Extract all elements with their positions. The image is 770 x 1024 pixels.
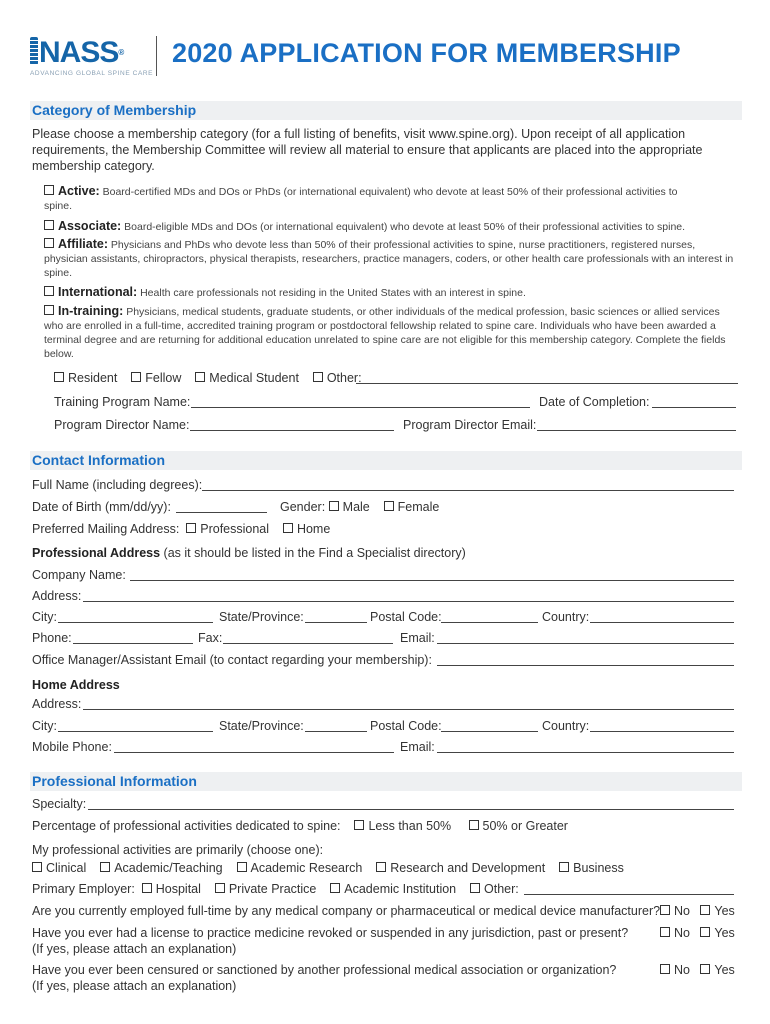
checkbox-q3-no[interactable]: No: [660, 963, 690, 977]
country-label: Country:: [542, 610, 590, 624]
fax-label: Fax:: [198, 631, 223, 645]
checkbox-academic-institution[interactable]: Academic Institution: [330, 882, 456, 896]
section-bar-professional: [30, 772, 742, 791]
home-email-field[interactable]: [437, 752, 734, 753]
spine-icon: [30, 37, 38, 65]
company-field[interactable]: [130, 580, 734, 581]
employer-row: Primary Employer: Hospital Private Practice Academic Institution Other:: [32, 882, 519, 896]
home-email-label: Email:: [400, 740, 435, 754]
logo-wordmark: NASS®: [30, 36, 123, 70]
dob-field[interactable]: [176, 512, 267, 513]
logo-tagline: ADVANCING GLOBAL SPINE CARE: [30, 70, 154, 77]
checkbox-q1-yes[interactable]: Yes: [700, 904, 734, 918]
checkbox-resident[interactable]: Resident: [54, 371, 117, 385]
home-country-label: Country:: [542, 719, 590, 733]
company-label: Company Name:: [32, 568, 126, 582]
specialty-label: Specialty:: [32, 797, 87, 811]
email-field[interactable]: [437, 643, 734, 644]
checkbox-home[interactable]: Home: [283, 522, 330, 536]
checkbox-hospital[interactable]: Hospital: [142, 882, 201, 896]
page-title: 2020 APPLICATION FOR MEMBERSHIP: [172, 38, 681, 68]
city-field[interactable]: [58, 622, 213, 623]
checkbox[interactable]: [44, 286, 54, 296]
checkbox[interactable]: [44, 185, 54, 195]
checkbox-q1-no[interactable]: No: [660, 904, 690, 918]
question-license: Have you ever had a license to practice medicine revoked or suspended in any jurisdiction, past or present?: [32, 926, 629, 940]
checkbox-research-development[interactable]: Research and Development: [376, 861, 545, 875]
nass-logo: [30, 36, 154, 80]
home-state-field[interactable]: [305, 731, 367, 732]
question-license-note: (If yes, please attach an explanation): [32, 942, 237, 956]
home-city-field[interactable]: [58, 731, 213, 732]
checkbox-clinical[interactable]: Clinical: [32, 861, 86, 875]
checkbox-business[interactable]: Business: [559, 861, 624, 875]
training-type-row: [54, 371, 362, 386]
email-label: Email:: [400, 631, 435, 645]
checkbox-academic-research[interactable]: Academic Research: [237, 861, 363, 875]
checkbox[interactable]: [44, 305, 54, 315]
checkbox-professional[interactable]: Professional: [186, 522, 269, 536]
checkbox-q3-yes[interactable]: Yes: [700, 963, 734, 977]
state-field[interactable]: [305, 622, 367, 623]
question-censured: Have you ever been censured or sanctioned by another professional medical association or organization?: [32, 963, 617, 977]
question-censured-note: (If yes, please attach an explanation): [32, 979, 237, 993]
employer-other-field[interactable]: [524, 894, 734, 895]
section-bar-contact: [30, 451, 742, 470]
checkbox-academic-teaching[interactable]: Academic/Teaching: [100, 861, 222, 875]
home-address-heading: Home Address: [32, 678, 120, 692]
header-divider: [156, 36, 157, 76]
option-active[interactable]: Active: Board-certified MDs and DOs or PhDs (or international equivalent) who devote at least 50% of their professional activities to spine.: [44, 184, 678, 212]
option-associate[interactable]: Associate: Board-eligible MDs and DOs (or international equivalent) who devote at least 50% of their professional activities to spine.: [44, 219, 685, 234]
state-label: State/Province:: [219, 610, 304, 624]
option-in-training[interactable]: In-training: Physicians, medical students, graduate students, or other individuals of the medical profession, basic sciences or allied services who are enrolled in a full-time, accredited training program or postdoctoral fellowship related to spine care. Individuals who have been awarded a terminal degree and are returning for additional education unrelated to spine care are not eligible for this membership category. Complete the fields below.: [44, 304, 726, 360]
full-name-field[interactable]: [202, 490, 734, 491]
mobile-label: Mobile Phone:: [32, 740, 112, 754]
specialty-field[interactable]: [88, 809, 734, 810]
section-bar-category: [30, 101, 742, 120]
postal-label: Postal Code:: [370, 610, 442, 624]
section-heading-contact: Contact Information: [32, 452, 165, 468]
address-label: Address:: [32, 589, 82, 603]
mobile-field[interactable]: [114, 752, 394, 753]
program-director-label: Program Director Name:: [54, 418, 190, 432]
checkbox-medical-student[interactable]: Medical Student: [195, 371, 299, 385]
home-postal-field[interactable]: [441, 731, 538, 732]
activities-label: My professional activities are primarily (choose one):: [32, 843, 324, 857]
section-heading-professional: Professional Information: [32, 773, 197, 789]
option-international[interactable]: International: Health care professionals not residing in the United States with an interest in spine.: [44, 285, 526, 300]
program-director-field[interactable]: [190, 430, 394, 431]
mailing-row: Preferred Mailing Address: Professional Home: [32, 522, 331, 536]
home-state-label: State/Province:: [219, 719, 304, 733]
fax-field[interactable]: [223, 643, 393, 644]
home-address-field[interactable]: [83, 709, 734, 710]
city-label: City:: [32, 610, 57, 624]
phone-label: Phone:: [32, 631, 72, 645]
home-city-label: City:: [32, 719, 57, 733]
checkbox-50-or-greater[interactable]: 50% or Greater: [469, 819, 568, 833]
gender-row: Gender: Male Female: [280, 500, 440, 514]
home-country-field[interactable]: [590, 731, 734, 732]
address-field[interactable]: [83, 601, 734, 602]
training-program-label: Training Program Name:: [54, 395, 191, 409]
program-director-email-label: Program Director Email:: [403, 418, 537, 432]
checkbox-q2-no[interactable]: No: [660, 926, 690, 940]
office-manager-field[interactable]: [437, 665, 734, 666]
section-heading-category: Category of Membership: [32, 102, 197, 118]
date-completion-label: Date of Completion:: [539, 395, 650, 409]
category-intro: Please choose a membership category (for a full listing of benefits, visit www.spine.org). Upon receipt of all application requirements, the Membership Committee will review all material to ensure that applicants are placed into the appropriate membership category.: [32, 127, 703, 173]
phone-field[interactable]: [73, 643, 193, 644]
percentage-row: Percentage of professional activities dedicated to spine: Less than 50% 50% or Greater: [32, 819, 568, 833]
checkbox-other[interactable]: Other:: [313, 371, 362, 385]
date-completion-field[interactable]: [652, 407, 736, 408]
training-program-field[interactable]: [191, 407, 530, 408]
checkbox-private-practice[interactable]: Private Practice: [215, 882, 317, 896]
professional-address-heading: Professional Address (as it should be listed in the Find a Specialist directory): [32, 546, 466, 560]
checkbox[interactable]: [44, 220, 54, 230]
question-employed-options: [660, 904, 735, 919]
postal-field[interactable]: [441, 622, 538, 623]
checkbox-male[interactable]: Male: [329, 500, 370, 514]
checkbox-employer-other[interactable]: Other:: [470, 882, 519, 896]
option-affiliate[interactable]: Affiliate: Physicians and PhDs who devote less than 50% of their professional activities to spine, nurse practitioners, registered nurses, physician assistants, chiropractors, physical therapists, researchers, practice managers, coders, or other health care professionals with an interest in spine.: [44, 237, 734, 279]
checkbox[interactable]: [44, 238, 54, 248]
question-license-options: [660, 926, 735, 941]
dob-label: Date of Birth (mm/dd/yy):: [32, 500, 171, 514]
checkbox-q2-yes[interactable]: Yes: [700, 926, 734, 940]
checkbox-fellow[interactable]: Fellow: [131, 371, 181, 385]
home-address-label: Address:: [32, 697, 82, 711]
question-censured-options: [660, 963, 735, 978]
office-manager-label: Office Manager/Assistant Email (to contact regarding your membership):: [32, 653, 432, 667]
question-employed: Are you currently employed full-time by any medical company or pharmaceutical or medical device manufacturer?: [32, 904, 661, 918]
activities-row: [32, 861, 624, 876]
home-postal-label: Postal Code:: [370, 719, 442, 733]
program-director-email-field[interactable]: [537, 430, 736, 431]
checkbox-less-than-50[interactable]: Less than 50%: [354, 819, 451, 833]
country-field[interactable]: [590, 622, 734, 623]
full-name-label: Full Name (including degrees):: [32, 478, 203, 492]
other-training-field[interactable]: [356, 383, 738, 384]
checkbox-female[interactable]: Female: [384, 500, 440, 514]
